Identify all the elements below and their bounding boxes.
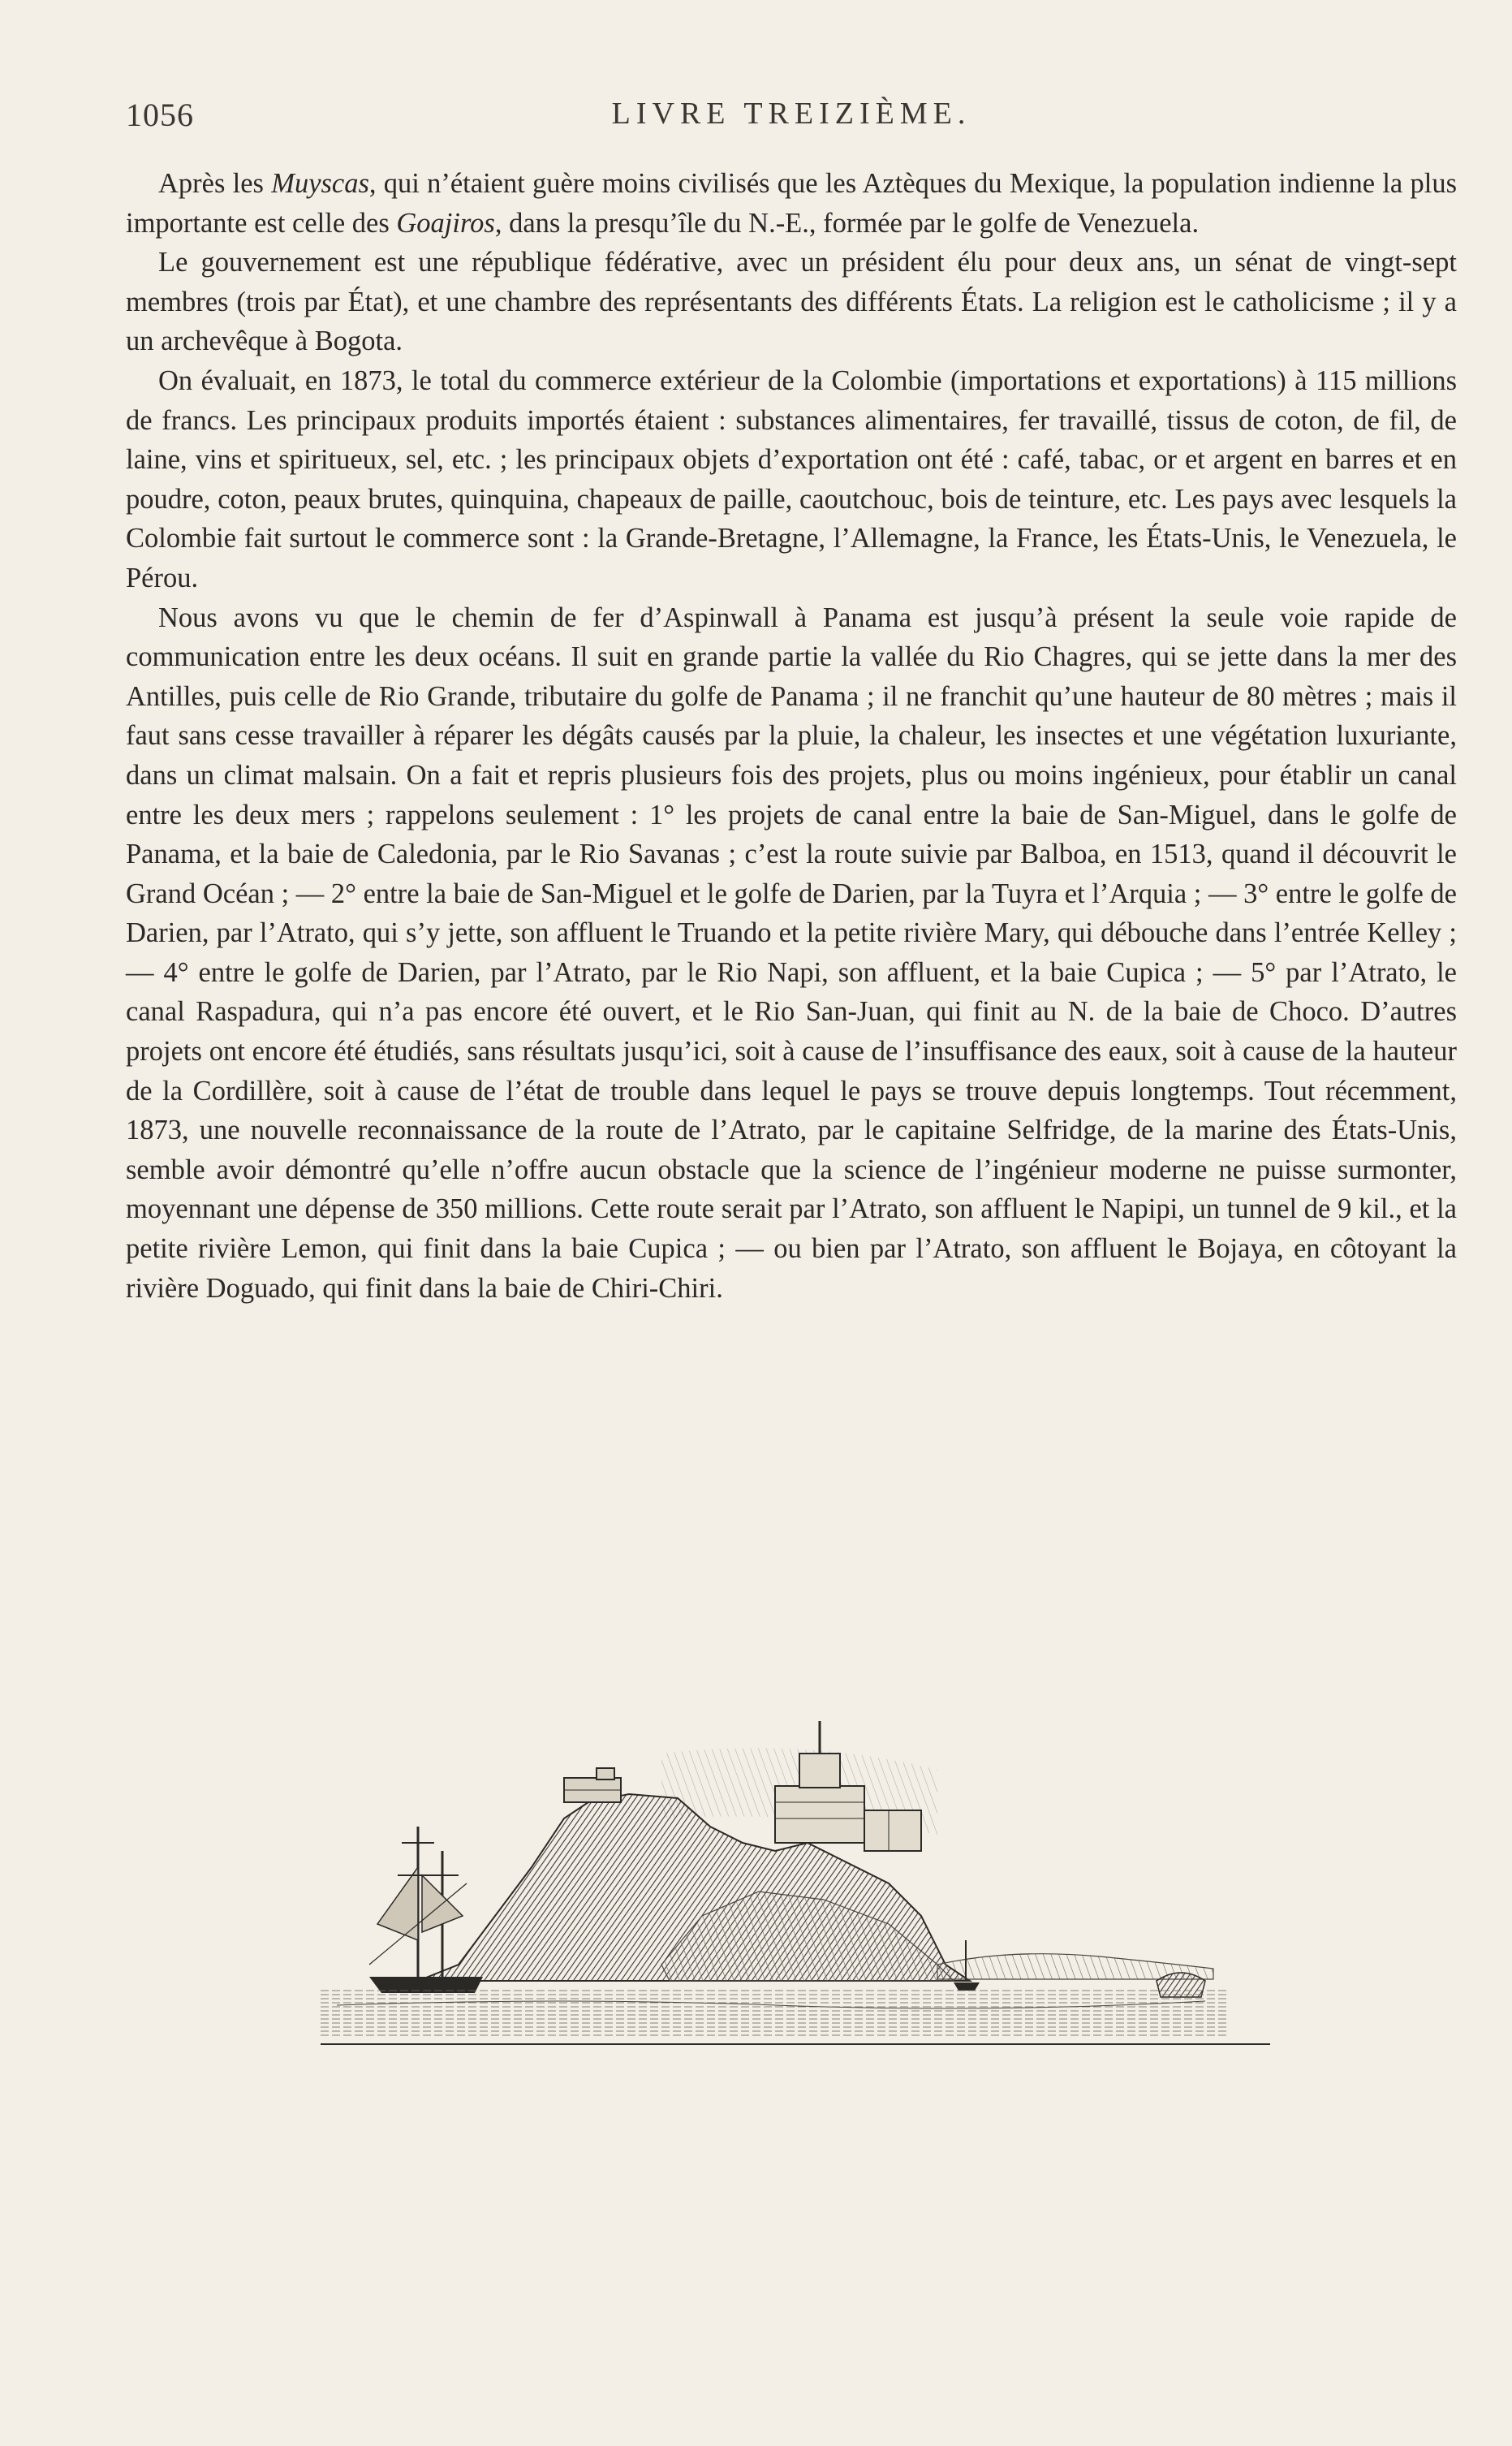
page-number: 1056 — [126, 97, 194, 133]
paragraph: Après les Muyscas, qui n’étaient guère moins civilisés que les Aztèques du Mexique, la population indienne la plus importante est celle des Goajiros, dans la presqu’île du N.-E., formée par le golfe de Venezuela. — [126, 168, 1458, 239]
italic-term: Muyscas — [271, 168, 369, 199]
page-header — [126, 96, 1457, 145]
body-text — [126, 164, 1457, 1308]
running-title: LIVRE TREIZIÈME. — [611, 97, 971, 131]
paragraph: On évaluait, en 1873, le total du commerce extérieur de la Colombie (importations et exportations) à 115 millions de francs. Les principaux produits importés étaient : substances alimentaires, fer travaillé, tissus de coton, de fil, de laine, vins et spiritueux, sel, etc. ; les principaux objets d’exportation ont été : café, tabac, or et argent en barres et en poudre, coton, peaux brutes, quinquina, chapeaux de paille, caoutchouc, bois de teinture, etc. Les pays avec lesquels la Colombie fait surtout le commerce sont : la Grande-Bretagne, l’Allemagne, la France, les États-Unis, le Venezuela, le Pérou. — [126, 365, 1457, 593]
italic-term: Goajiros — [396, 207, 495, 239]
engraving-drawing — [321, 1721, 1270, 2052]
paragraph: Le gouvernement est une république fédérative, avec un président élu pour deux ans, un sénat de vingt-sept membres (trois par État), et une chambre des représentants des différents États. La religion est le catholicisme ; il y a un archevêque à Bogota. — [126, 247, 1457, 357]
paragraph: Nous avons vu que le chemin de fer d’Aspinwall à Panama est jusqu’à présent la seule voie rapide de communication entre les deux océans. Il suit en grande partie la vallée du Rio Chagres, qui se jette dans la mer des Antilles, puis celle de Rio Grande, tributaire du golfe de Panama ; il ne franchit qu’une hauteur de 80 mètres ; mais il faut sans cesse travailler à réparer les dégâts causés par la pluie, la chaleur, les insectes et une végétation luxuriante, dans un climat malsain. On a fait et repris plusieurs fois des projets, plus ou moins ingénieux, pour établir un canal entre les deux mers ; rappelons seulement : 1° les projets de canal entre la baie de San-Miguel, dans le golfe de Panama, et la baie de Caledonia, par le Rio Savanas ; c’est la route suivie par Balboa, en 1513, quand il découvrit le Grand Océan ; — 2° entre la baie de San-Miguel et le golfe de Darien, par la Tuyra et l’Arquia ; — 3° entre le golfe de Darien, par l’Atrato, qui s’y jette, son affluent le Truando et la petite rivière Mary, qui débouche dans l’entrée Kelley ; — 4° entre le golfe de Darien, par l’Atrato, par le Rio Napi, son affluent, et la baie Cupica ; — 5° par l’Atrato, le canal Raspadura, qui n’a pas encore été ouvert, et le Rio San-Juan, qui finit au N. de la baie de Choco. D’autres projets ont encore été étudiés, sans résultats jusqu’ici, soit à cause de l’insuffisance des eaux, soit à cause de la hauteur de la Cordillère, soit à cause de l’état de trouble dans lequel le pays se trouve depuis longtemps. Tout récemment, 1873, une nouvelle reconnaissance de la route de l’Atrato, par le capitaine Selfridge, de la marine des États-Unis, semble avoir démontré qu’elle n’offre aucun obstacle que la science de l’ingénieur moderne ne puisse surmonter, moyennant une dépense de 350 millions. Cette route serait par l’Atrato, son affluent le Napipi, un tunnel de 9 kil., et la petite rivière Lemon, qui finit dans la baie Cupica ; — ou bien par l’Atrato, son affluent le Bojaya, en côtoyant la rivière Doguado, qui finit dans la baie de Chiri-Chiri. — [126, 602, 1457, 1304]
left-fort — [564, 1768, 621, 1802]
engraving-coastal-fortress — [321, 1721, 1270, 2052]
sea — [321, 1989, 1230, 2038]
